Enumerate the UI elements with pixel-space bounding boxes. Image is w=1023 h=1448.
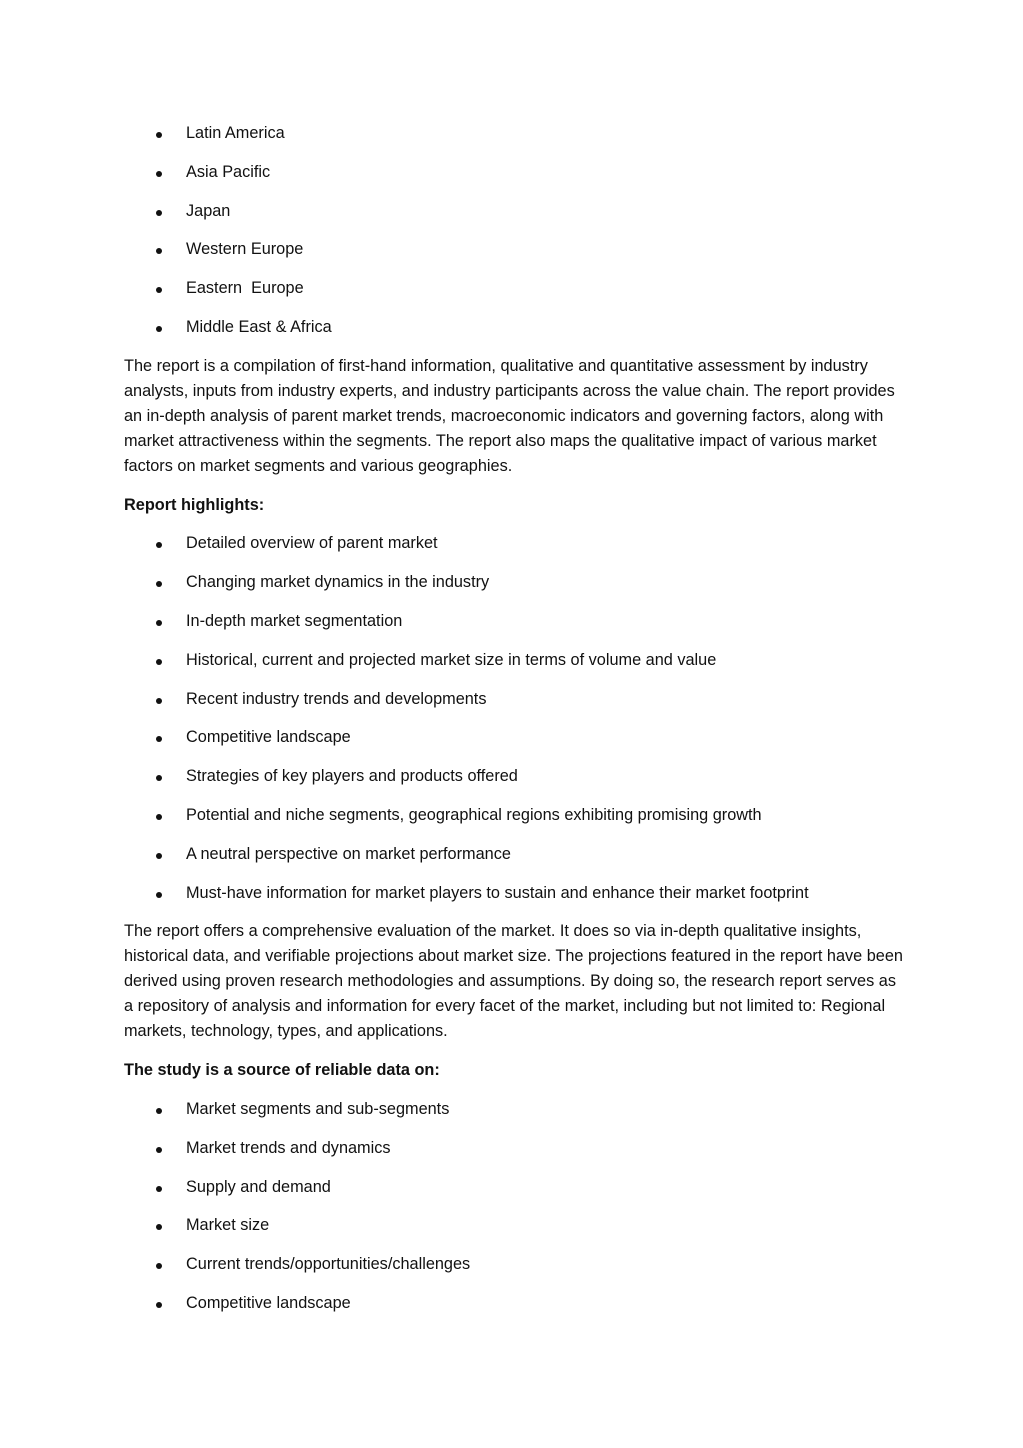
list-item	[124, 881, 904, 906]
list-item	[124, 687, 904, 712]
bullet-icon	[156, 1108, 162, 1114]
list-item-text: Latin America	[186, 124, 285, 142]
bullet-icon	[156, 248, 162, 254]
bullet-icon	[156, 620, 162, 626]
list-item-text: Changing market dynamics in the industry	[186, 573, 490, 592]
list-item	[124, 1252, 904, 1277]
list-item-text: Historical, current and projected market size in terms of volume and value	[186, 650, 717, 669]
study-list	[124, 1097, 904, 1316]
bullet-icon	[156, 581, 162, 587]
bullet-icon	[156, 892, 162, 898]
list-item	[124, 725, 904, 750]
list-item	[124, 1097, 904, 1122]
list-item-text: Market trends and dynamics	[186, 1138, 391, 1157]
list-item-text: A neutral perspective on market performance	[186, 844, 511, 863]
list-item	[124, 648, 904, 673]
list-item-text: Eastern Europe	[186, 279, 304, 298]
list-item-text: Current trends/opportunities/challenges	[186, 1255, 471, 1274]
list-item-text: Market segments and sub-segments	[186, 1099, 450, 1118]
bullet-icon	[156, 132, 162, 138]
bullet-icon	[156, 775, 162, 781]
list-item-text: Supply and demand	[186, 1177, 331, 1196]
list-item-text: Detailed overview of parent market	[186, 534, 438, 553]
bullet-icon	[156, 814, 162, 820]
bullet-icon	[156, 698, 162, 704]
list-item-text: Strategies of key players and products offered	[186, 767, 518, 786]
list-item	[124, 199, 904, 224]
list-item	[124, 531, 904, 556]
list-item-text: Market size	[186, 1216, 270, 1235]
list-item-text: Must-have information for market players to sustain and enhance their market footprint	[186, 883, 809, 902]
list-item	[124, 121, 904, 146]
bullet-icon	[156, 1186, 162, 1192]
list-item	[124, 276, 904, 301]
list-item-text: Asia Pacific	[186, 162, 271, 181]
bullet-icon	[156, 736, 162, 742]
bullet-icon	[156, 1302, 162, 1308]
bullet-icon	[156, 210, 162, 216]
bullet-icon	[156, 1224, 162, 1230]
highlights-heading: Report highlights:	[124, 495, 265, 514]
bullet-icon	[156, 659, 162, 665]
list-item-text: Competitive landscape	[186, 1293, 351, 1312]
bullet-icon	[156, 1263, 162, 1269]
list-item-text: Recent industry trends and developments	[186, 689, 487, 708]
list-item	[124, 315, 904, 340]
document-body	[124, 121, 904, 1330]
list-item	[124, 1213, 904, 1238]
bullet-icon	[156, 171, 162, 177]
list-item	[124, 803, 904, 828]
bullet-icon	[156, 326, 162, 332]
bullet-icon	[156, 1147, 162, 1153]
list-item	[124, 842, 904, 867]
list-item	[124, 237, 904, 262]
highlights-list	[124, 531, 904, 905]
list-item-text: Middle East & Africa	[186, 317, 332, 336]
list-item	[124, 609, 904, 634]
bullet-icon	[156, 542, 162, 548]
list-item-text: In-depth market segmentation	[186, 611, 403, 630]
list-item	[124, 570, 904, 595]
list-item	[124, 1291, 904, 1316]
list-item	[124, 1136, 904, 1161]
list-item	[124, 160, 904, 185]
study-heading: The study is a source of reliable data on:	[124, 1061, 440, 1080]
list-item-text: Western Europe	[186, 240, 304, 259]
list-item	[124, 1175, 904, 1200]
list-item	[124, 764, 904, 789]
bullet-icon	[156, 853, 162, 859]
intro-paragraph: The report is a compilation of first-hand information, qualitative and quantitative assessment by industry analysts, inputs from industry experts, and industry participants across the value chain. The report provides an in-depth analysis of parent market trends, macroeconomic indicators and governing factors, along with market attractiveness within the segments. The report also maps the qualitative impact of various market factors on market segments and various geographies.	[124, 356, 895, 475]
list-item-text: Japan	[186, 201, 231, 220]
list-item-text: Competitive landscape	[186, 728, 351, 747]
evaluation-paragraph: The report offers a comprehensive evaluation of the market. It does so via in-depth qualitative insights, historical data, and verifiable projections about market size. The projections featured in the report have been derived using proven research methodologies and assumptions. By doing so, the research report serves as a repository of analysis and information for every facet of the market, including but not limited to: Regional markets, technology, types, and applications.	[124, 922, 903, 1041]
regions-list	[124, 121, 904, 340]
list-item-text: Potential and niche segments, geographical regions exhibiting promising growth	[186, 805, 762, 824]
bullet-icon	[156, 287, 162, 293]
